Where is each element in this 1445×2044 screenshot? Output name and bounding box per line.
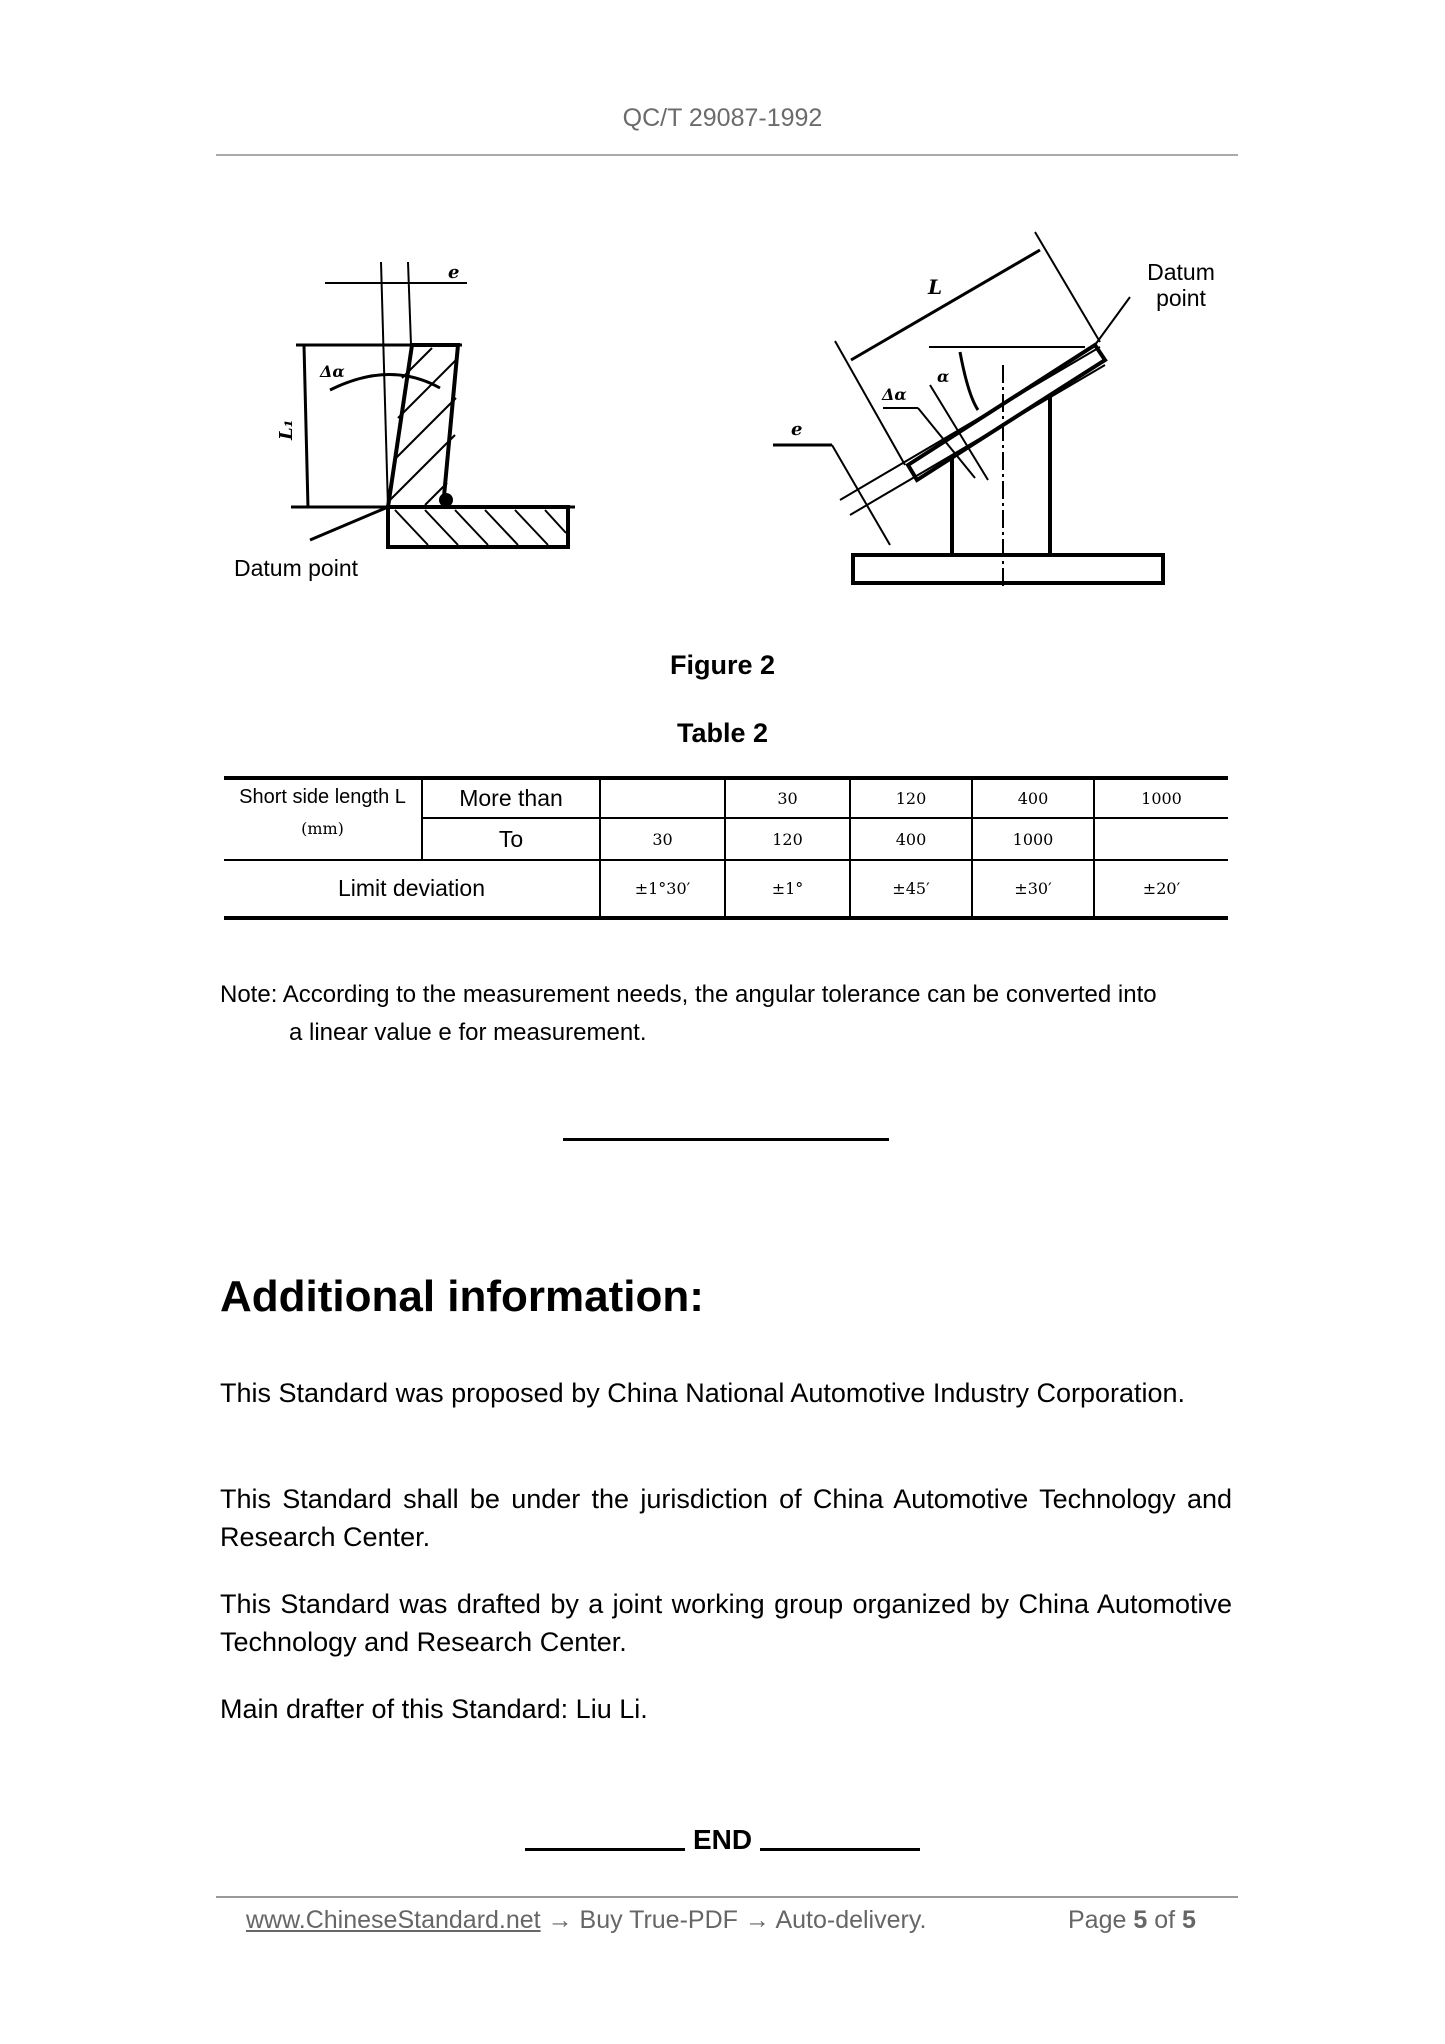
page-indicator (1068, 1906, 1196, 1935)
of-word: of (1154, 1906, 1176, 1934)
table-note (220, 976, 1230, 1052)
more-than-cell: 30 (725, 778, 850, 818)
to-label: To (498, 825, 524, 852)
footer-left (246, 1906, 926, 1935)
page-total: 5 (1182, 1906, 1196, 1934)
right-datum-label-line2: point (1156, 285, 1206, 311)
left-delta-alpha-label: Δα (320, 362, 345, 381)
to-cell: 400 (850, 818, 972, 860)
footer-rule (216, 1896, 1238, 1898)
limit-cell: ±30′ (972, 860, 1094, 918)
to-cell: 120 (725, 818, 850, 860)
additional-paragraph: This Standard shall be under the jurisdiction of China Automotive Technology and Research Center. (220, 1484, 1232, 1552)
to-cell: 30 (600, 818, 725, 860)
limit-cell: ±20′ (1094, 860, 1228, 918)
row-header-cell (224, 778, 422, 860)
left-datum-label: Datum point (234, 555, 359, 581)
end-rule-left (525, 1848, 685, 1851)
additional-info-heading: Additional information: (220, 1272, 704, 1321)
right-e-label: e (791, 419, 803, 440)
left-e-label: e (448, 262, 460, 283)
section-separator (563, 1138, 889, 1141)
right-datum-label-line1: Datum (1147, 259, 1215, 285)
page-current: 5 (1133, 1906, 1148, 1934)
more-than-cell (600, 778, 725, 818)
additional-paragraph: This Standard was proposed by China National Automotive Industry Corporation. (220, 1378, 1186, 1408)
row-header-unit: (mm) (301, 819, 344, 838)
right-l-label: L (928, 275, 943, 299)
end-label: END (692, 1824, 753, 1855)
end-marker (0, 1824, 1445, 1856)
more-than-cell: 120 (850, 778, 972, 818)
end-rule-right (760, 1848, 920, 1851)
left-l1-label: L₁ (276, 419, 297, 440)
right-delta-alpha-label: Δα (882, 385, 907, 404)
table-caption: Table 2 (676, 718, 769, 748)
page-word: Page (1068, 1906, 1127, 1934)
note-line-1: Note: According to the measurement needs, the angular tolerance can be converted into (220, 981, 1157, 1008)
limit-cell: ±45′ (850, 860, 972, 918)
more-than-cell: 400 (972, 778, 1094, 818)
additional-paragraph: This Standard was drafted by a joint working group organized by China Automotive Technology and Research Center. (220, 1589, 1232, 1657)
limit-cell: ±1° (725, 860, 850, 918)
limit-cell: ±1°30′ (600, 860, 725, 918)
chinesestandard-link[interactable]: www.ChineseStandard.net (246, 1906, 541, 1934)
right-weld-diagram (773, 232, 1163, 590)
right-alpha-label: α (937, 367, 950, 386)
note-line-2: a linear value e for measurement. (289, 1019, 647, 1046)
arrow-right-icon: → (547, 1906, 573, 1934)
auto-delivery-text: Auto-delivery. (775, 1906, 927, 1934)
document-header-code: QC/T 29087-1992 (622, 104, 823, 132)
figure-caption: Figure 2 (669, 650, 776, 680)
left-weld-diagram (291, 262, 575, 547)
more-than-label: More than (422, 778, 600, 818)
limit-deviation-table (224, 776, 1228, 920)
figure-2-diagrams (0, 0, 1445, 620)
more-than-cell: 1000 (1094, 778, 1228, 818)
arrow-right-icon: → (744, 1906, 770, 1934)
limit-deviation-label: Limit deviation (337, 875, 486, 901)
additional-paragraph: Main drafter of this Standard: Liu Li. (220, 1694, 648, 1724)
to-cell: 1000 (972, 818, 1094, 860)
to-cell (1094, 818, 1228, 860)
buy-true-pdf-text: Buy True-PDF (579, 1906, 738, 1934)
row-header-label: Short side length L (239, 786, 406, 808)
